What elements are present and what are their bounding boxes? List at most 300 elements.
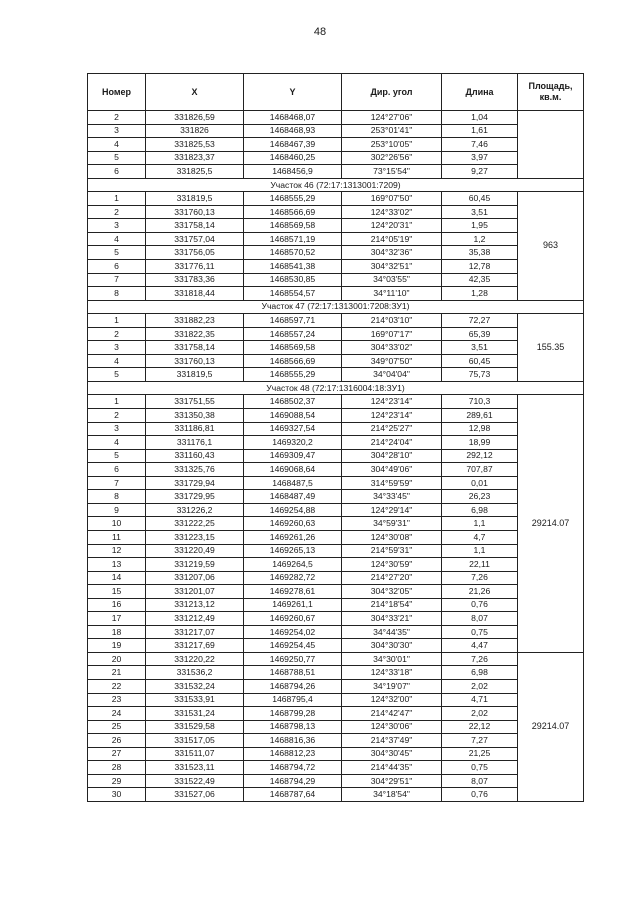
table-row [88,720,584,734]
cell-number: 3 [88,422,146,436]
cell-length: 1,04 [442,111,518,125]
cell-x: 331818,44 [146,287,244,301]
cell-number: 1 [88,395,146,409]
table-row [88,232,584,246]
cell-direction-angle: 73°15'54" [342,165,442,179]
cell-number: 22 [88,679,146,693]
table-row [88,436,584,450]
cell-number: 25 [88,720,146,734]
cell-length: 35,38 [442,246,518,260]
cell-length: 6,98 [442,503,518,517]
cell-length: 2,02 [442,679,518,693]
cell-y: 1468569,58 [244,219,342,233]
table-row [88,449,584,463]
table-row [88,205,584,219]
cell-direction-angle: 253°01'41" [342,124,442,138]
cell-x: 331533,91 [146,693,244,707]
cell-number: 3 [88,219,146,233]
table-row [88,314,584,328]
cell-number: 6 [88,260,146,274]
cell-length: 42,35 [442,273,518,287]
cell-x: 331523,11 [146,761,244,775]
cell-x: 331760,13 [146,205,244,219]
cell-number: 23 [88,693,146,707]
cell-y: 1468798,13 [244,720,342,734]
table-row [88,490,584,504]
table-row [88,734,584,748]
cell-number: 20 [88,652,146,666]
cell-number: 30 [88,788,146,802]
cell-number: 7 [88,476,146,490]
cell-length: 1,1 [442,517,518,531]
cell-direction-angle: 214°05'19" [342,232,442,246]
cell-direction-angle: 124°32'00" [342,693,442,707]
table-row [88,151,584,165]
cell-length: 292,12 [442,449,518,463]
cell-direction-angle: 214°42'47" [342,707,442,721]
table-row [88,422,584,436]
section-title-row [88,178,584,192]
cell-y: 1468487,5 [244,476,342,490]
cell-x: 331160,43 [146,449,244,463]
cell-x: 331825,53 [146,138,244,152]
cell-length: 289,61 [442,409,518,423]
cell-number: 27 [88,747,146,761]
cell-number: 5 [88,151,146,165]
cell-direction-angle: 34°33'45" [342,490,442,504]
cell-direction-angle: 349°07'50" [342,354,442,368]
cell-length: 12,98 [442,422,518,436]
cell-direction-angle: 34°30'01" [342,652,442,666]
cell-number: 28 [88,761,146,775]
cell-length: 0,75 [442,761,518,775]
cell-direction-angle: 304°29'51" [342,774,442,788]
table-row [88,503,584,517]
cell-x: 331529,58 [146,720,244,734]
cell-y: 1469254,45 [244,639,342,653]
cell-length: 75,73 [442,368,518,382]
table-row [88,287,584,301]
cell-number: 24 [88,707,146,721]
table-row [88,585,584,599]
cell-number: 11 [88,530,146,544]
cell-y: 1469282,72 [244,571,342,585]
cell-number: 3 [88,341,146,355]
table-row [88,598,584,612]
cell-y: 1468566,69 [244,205,342,219]
cell-number: 4 [88,232,146,246]
cell-direction-angle: 169°07'50" [342,192,442,206]
table-row [88,612,584,626]
cell-y: 1468816,36 [244,734,342,748]
table-row [88,273,584,287]
cell-direction-angle: 304°32'51" [342,260,442,274]
cell-length: 60,45 [442,354,518,368]
cell-number: 15 [88,585,146,599]
cell-y: 1468571,19 [244,232,342,246]
cell-direction-angle: 34°11'10" [342,287,442,301]
section-title-row [88,300,584,314]
cell-length: 8,07 [442,612,518,626]
cell-x: 331220,22 [146,652,244,666]
table-row [88,124,584,138]
cell-direction-angle: 34°59'31" [342,517,442,531]
cell-length: 72,27 [442,314,518,328]
cell-x: 331729,95 [146,490,244,504]
cell-x: 331511,07 [146,747,244,761]
header-length: Длина [442,74,518,111]
cell-direction-angle: 302°26'56" [342,151,442,165]
table-row [88,652,584,666]
cell-x: 331207,06 [146,571,244,585]
cell-direction-angle: 34°19'07" [342,679,442,693]
cell-direction-angle: 124°23'14" [342,395,442,409]
cell-length: 707,87 [442,463,518,477]
header-x: X [146,74,244,111]
section-title: Участок 46 (72:17:1313001:7209) [88,178,584,192]
cell-number: 18 [88,625,146,639]
cell-y: 1468788,51 [244,666,342,680]
cell-length: 0,01 [442,476,518,490]
cell-x: 331758,14 [146,219,244,233]
cell-y: 1468460,25 [244,151,342,165]
cell-y: 1468502,37 [244,395,342,409]
cell-y: 1468597,71 [244,314,342,328]
cell-number: 10 [88,517,146,531]
cell-number: 4 [88,436,146,450]
cell-number: 2 [88,205,146,219]
cell-x: 331819,5 [146,368,244,382]
cell-direction-angle: 304°30'45" [342,747,442,761]
cell-x: 331527,06 [146,788,244,802]
cell-number: 5 [88,368,146,382]
cell-length: 4,71 [442,693,518,707]
table-row [88,558,584,572]
cell-direction-angle: 34°03'55" [342,273,442,287]
cell-direction-angle: 124°30'59" [342,558,442,572]
cell-number: 9 [88,503,146,517]
area-cell: 963 [518,192,584,300]
cell-number: 1 [88,192,146,206]
cell-y: 1468569,58 [244,341,342,355]
cell-direction-angle: 314°59'59" [342,476,442,490]
cell-number: 6 [88,165,146,179]
cell-length: 12,78 [442,260,518,274]
cell-y: 1469261,1 [244,598,342,612]
cell-number: 17 [88,612,146,626]
cell-y: 1468541,38 [244,260,342,274]
cell-x: 331532,24 [146,679,244,693]
cell-direction-angle: 304°32'05" [342,585,442,599]
table-row [88,707,584,721]
cell-direction-angle: 214°37'49" [342,734,442,748]
cell-x: 331536,2 [146,666,244,680]
cell-x: 331776,11 [146,260,244,274]
area-cell [518,111,584,179]
table-row [88,327,584,341]
cell-y: 1469264,5 [244,558,342,572]
cell-x: 331826 [146,124,244,138]
cell-length: 22,11 [442,558,518,572]
coordinates-table [87,73,584,802]
cell-length: 8,07 [442,774,518,788]
cell-number: 1 [88,314,146,328]
cell-y: 1468468,93 [244,124,342,138]
table-row [88,517,584,531]
cell-number: 2 [88,111,146,125]
area-cell: 29214.07 [518,652,584,801]
cell-number: 29 [88,774,146,788]
cell-number: 21 [88,666,146,680]
cell-number: 13 [88,558,146,572]
cell-number: 5 [88,246,146,260]
table-row [88,544,584,558]
cell-number: 6 [88,463,146,477]
cell-direction-angle: 124°33'02" [342,205,442,219]
cell-number: 16 [88,598,146,612]
cell-y: 1469250,77 [244,652,342,666]
cell-direction-angle: 304°33'21" [342,612,442,626]
table-row [88,666,584,680]
cell-x: 331219,59 [146,558,244,572]
cell-number: 3 [88,124,146,138]
cell-length: 3,97 [442,151,518,165]
cell-length: 0,75 [442,625,518,639]
cell-length: 22,12 [442,720,518,734]
area-cell: 155.35 [518,314,584,382]
cell-direction-angle: 214°25'27" [342,422,442,436]
cell-length: 7,26 [442,652,518,666]
table-row [88,341,584,355]
cell-direction-angle: 169°07'17" [342,327,442,341]
cell-x: 331822,35 [146,327,244,341]
cell-y: 1468799,28 [244,707,342,721]
cell-length: 3,51 [442,205,518,219]
section-title: Участок 48 (72:17:1316004:18:ЗУ1) [88,381,584,395]
cell-y: 1468554,57 [244,287,342,301]
cell-x: 331751,55 [146,395,244,409]
cell-y: 1469320,2 [244,436,342,450]
cell-x: 331729,94 [146,476,244,490]
table-row [88,368,584,382]
cell-x: 331823,37 [146,151,244,165]
cell-x: 331783,36 [146,273,244,287]
cell-length: 3,51 [442,341,518,355]
cell-y: 1469260,63 [244,517,342,531]
cell-number: 19 [88,639,146,653]
table-row [88,788,584,802]
cell-number: 2 [88,327,146,341]
cell-x: 331882,23 [146,314,244,328]
cell-direction-angle: 214°27'20" [342,571,442,585]
cell-direction-angle: 214°59'31" [342,544,442,558]
cell-x: 331825,5 [146,165,244,179]
cell-x: 331222,25 [146,517,244,531]
cell-y: 1469260,67 [244,612,342,626]
cell-y: 1468487,49 [244,490,342,504]
cell-direction-angle: 124°23'14" [342,409,442,423]
cell-direction-angle: 124°29'14" [342,503,442,517]
cell-x: 331223,15 [146,530,244,544]
cell-direction-angle: 124°27'06" [342,111,442,125]
cell-number: 14 [88,571,146,585]
table-row [88,530,584,544]
cell-number: 8 [88,287,146,301]
cell-x: 331517,05 [146,734,244,748]
cell-y: 1469309,47 [244,449,342,463]
cell-length: 4,47 [442,639,518,653]
table-row [88,639,584,653]
cell-x: 331758,14 [146,341,244,355]
cell-direction-angle: 304°32'36" [342,246,442,260]
cell-number: 4 [88,354,146,368]
table-row [88,774,584,788]
cell-number: 2 [88,409,146,423]
header-y: Y [244,74,342,111]
cell-length: 9,27 [442,165,518,179]
cell-direction-angle: 124°33'18" [342,666,442,680]
cell-length: 0,76 [442,598,518,612]
cell-y: 1469265,13 [244,544,342,558]
cell-y: 1468555,29 [244,192,342,206]
table-row [88,476,584,490]
table-row [88,246,584,260]
table-row [88,625,584,639]
cell-number: 5 [88,449,146,463]
cell-x: 331325,76 [146,463,244,477]
cell-x: 331756,05 [146,246,244,260]
table-row [88,693,584,707]
cell-length: 60,45 [442,192,518,206]
cell-y: 1469068,64 [244,463,342,477]
cell-length: 1,28 [442,287,518,301]
cell-direction-angle: 304°28'10" [342,449,442,463]
table-header-row [88,74,584,111]
table-row [88,395,584,409]
cell-length: 1,95 [442,219,518,233]
cell-x: 331522,49 [146,774,244,788]
cell-direction-angle: 304°33'02" [342,341,442,355]
section-title-row [88,381,584,395]
cell-x: 331757,04 [146,232,244,246]
cell-y: 1469254,88 [244,503,342,517]
cell-y: 1469261,26 [244,530,342,544]
cell-y: 1469254,02 [244,625,342,639]
cell-length: 0,76 [442,788,518,802]
cell-x: 331226,2 [146,503,244,517]
cell-y: 1469088,54 [244,409,342,423]
cell-y: 1468794,29 [244,774,342,788]
cell-y: 1468794,72 [244,761,342,775]
page-number: 48 [313,26,327,38]
cell-length: 26,23 [442,490,518,504]
cell-number: 26 [88,734,146,748]
table-row [88,761,584,775]
table-row [88,354,584,368]
area-cell: 29214.07 [518,395,584,652]
cell-x: 331819,5 [146,192,244,206]
cell-y: 1468795,4 [244,693,342,707]
cell-x: 331220,49 [146,544,244,558]
table-row [88,463,584,477]
cell-length: 4,7 [442,530,518,544]
cell-direction-angle: 124°30'08" [342,530,442,544]
cell-x: 331213,12 [146,598,244,612]
cell-y: 1468557,24 [244,327,342,341]
header-direction-angle: Дир. угол [342,74,442,111]
cell-y: 1468570,52 [244,246,342,260]
table-row [88,219,584,233]
cell-y: 1468456,9 [244,165,342,179]
cell-x: 331531,24 [146,707,244,721]
cell-direction-angle: 214°44'35" [342,761,442,775]
cell-length: 710,3 [442,395,518,409]
table-row [88,138,584,152]
cell-direction-angle: 34°04'04" [342,368,442,382]
cell-y: 1469327,54 [244,422,342,436]
table-row [88,165,584,179]
cell-x: 331826,59 [146,111,244,125]
cell-direction-angle: 34°44'35" [342,625,442,639]
table-row [88,192,584,206]
cell-length: 1,1 [442,544,518,558]
cell-direction-angle: 214°03'10" [342,314,442,328]
cell-x: 331212,49 [146,612,244,626]
cell-x: 331217,07 [146,625,244,639]
cell-direction-angle: 304°49'06" [342,463,442,477]
table-row [88,409,584,423]
cell-number: 12 [88,544,146,558]
cell-number: 7 [88,273,146,287]
cell-number: 8 [88,490,146,504]
section-title: Участок 47 (72:17:1313001:7208:ЗУ1) [88,300,584,314]
cell-length: 21,26 [442,585,518,599]
cell-y: 1468566,69 [244,354,342,368]
cell-y: 1468555,29 [244,368,342,382]
cell-y: 1468812,23 [244,747,342,761]
table-row [88,260,584,274]
cell-y: 1468787,64 [244,788,342,802]
cell-x: 331186,81 [146,422,244,436]
cell-direction-angle: 34°18'54" [342,788,442,802]
cell-y: 1468467,39 [244,138,342,152]
cell-y: 1468530,85 [244,273,342,287]
cell-length: 18,99 [442,436,518,450]
table-row [88,111,584,125]
cell-length: 7,46 [442,138,518,152]
cell-y: 1468794,26 [244,679,342,693]
cell-length: 65,39 [442,327,518,341]
cell-y: 1468468,07 [244,111,342,125]
cell-y: 1469278,61 [244,585,342,599]
cell-number: 4 [88,138,146,152]
cell-direction-angle: 253°10'05" [342,138,442,152]
cell-direction-angle: 124°20'31" [342,219,442,233]
cell-x: 331350,38 [146,409,244,423]
cell-length: 6,98 [442,666,518,680]
cell-direction-angle: 214°24'04" [342,436,442,450]
cell-direction-angle: 304°30'30" [342,639,442,653]
cell-length: 1,2 [442,232,518,246]
table-row [88,747,584,761]
cell-direction-angle: 214°18'54" [342,598,442,612]
cell-x: 331217,69 [146,639,244,653]
cell-x: 331176,1 [146,436,244,450]
cell-length: 7,27 [442,734,518,748]
cell-x: 331760,13 [146,354,244,368]
table-row [88,679,584,693]
cell-length: 2,02 [442,707,518,721]
